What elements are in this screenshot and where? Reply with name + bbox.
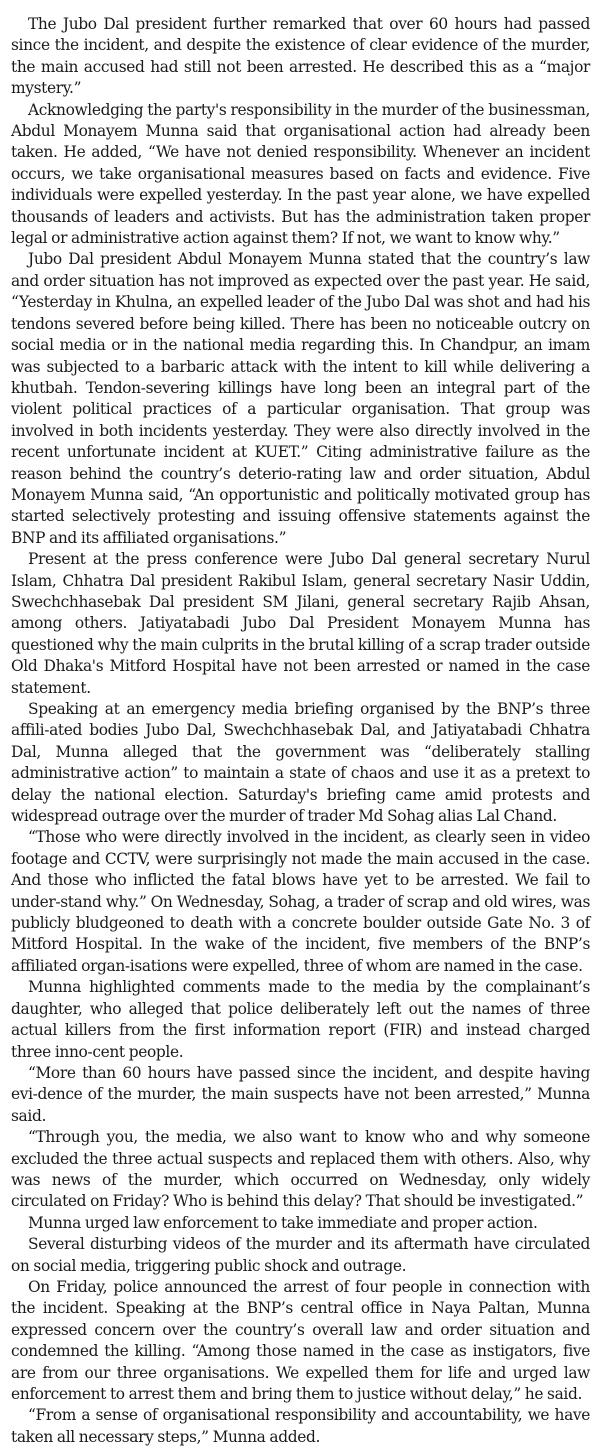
paragraph-8: “More than 60 hours have passed since the incident, and despite having evi-dence of the murder, the main suspects have not been arrested,” Munna said. — [11, 1063, 590, 1125]
paragraph-10: Munna urged law enforcement to take immediate and proper action. — [28, 1213, 538, 1232]
paragraph-6: “Those who were directly involved in the incident, as clearly seen in video footage and CCTV, were surprisingly not made the main accused in the case. And those who inflicted the fatal blows have yet to be arrested. We fail to under-stand why.” On Wednesday, Sohag, a trader of scrap and old wires, was publicly bludgeoned to death with a concrete boulder outside Gate No. 3 of Mitford Hospital. In the wake of the incident, five members of the BNP’s affiliated organ-isations were expelled, three of whom are named in the case. — [11, 828, 590, 975]
paragraph-5: Speaking at an emergency media briefing organised by the BNP’s three affili-ated bodies Jubo Dal, Swechchhasebak Dal, and Jatiyatabadi Chhatra Dal, Munna alleged that the government was “deliberately stalling administrative action” to maintain a state of chaos and use it as a pretext to delay the national election. Saturday's briefing came amid protests and widespread outrage over the murder of trader Md Sohag alias Lal Chand. — [11, 700, 590, 826]
paragraph-4: Present at the press conference were Jubo Dal general secretary Nurul Islam, Chhatra Dal president Rakibul Islam, general secretary Nasir Uddin, Swechchhasebak Dal president SM Jilani, general secretary Rajib Ahsan, among others. Jatiyatabadi Jubo Dal President Monayem Munna has questioned why the main culprits in the brutal killing of a scrap trader outside Old Dhaka's Mitford Hospital have not been arrested or named in the case statement. — [11, 550, 590, 697]
paragraph-12: On Friday, police announced the arrest of four people in connection with the incident. Speaking at the BNP’s central office in Naya Paltan, Munna expressed concern over the country’s overall law and order situation and condemned the killing. “Among those named in the case as instigators, five are from our three organisations. We expelled them for life and urged law enforcement to arrest them and bring them to justice without delay,” he said. — [11, 1277, 590, 1403]
paragraph-7: Munna highlighted comments made to the media by the complainant’s daughter, who alleged that police deliberately left out the names of three actual killers from the first information report (FIR) and instead charged three inno-cent people. — [11, 978, 590, 1061]
paragraph-13: “From a sense of organisational responsibility and accountability, we have taken all necessary steps,” Munna added. — [11, 1406, 590, 1446]
paragraph-1: The Jubo Dal president further remarked that over 60 hours had passed since the incident, and despite the existence of clear evidence of the murder, the main accused had still not been arrested. He described this as a “major mystery.” — [11, 15, 590, 98]
paragraph-2: Acknowledging the party's responsibility in the murder of the businessman, Abdul Monayem Munna said that organisational action had already been taken. He added, “We have not denied responsibility. Whenever an incident occurs, we take organisational measures based on facts and evidence. Five individuals were expelled yesterday. In the past year alone, we have expelled thousands of leaders and activists. But has the administration taken proper legal or administrative action against them? If not, we want to know why.” — [11, 100, 590, 248]
paragraph-11: Several disturbing videos of the murder and its aftermath have circulated on social media, triggering public shock and outrage. — [11, 1235, 590, 1275]
paragraph-9: “Through you, the media, we also want to know who and why someone excluded the three actual suspects and replaced them with others. Also, why was news of the murder, which occurred on Wednesday, only widely circulated on Friday? Who is behind this delay? That should be investigated.” — [11, 1128, 590, 1211]
paragraph-3: Jubo Dal president Abdul Monayem Munna stated that the country’s law and order situation has not improved as expected over the past year. He said, “Yesterday in Khulna, an expelled leader of the Jubo Dal was shot and had his tendons severed before being killed. There has been no noticeable outcry on social media or in the national media regarding this. In Chandpur, an imam was subjected to a barbaric attack with the intent to kill while delivering a khutbah. Tendon-severing killings have long been an integral part of the violent political practices of a particular organisation. That group was involved in both incidents yesterday. They were also directly involved in the recent unfortunate incident at KUET.” Citing administrative failure as the reason behind the country’s deterio-rating law and order situation, Abdul Monayem Munna said, “An opportunistic and politically motivated group has started selectively protesting and issuing offensive statements against the BNP and its affiliated organisations.” — [11, 250, 590, 547]
